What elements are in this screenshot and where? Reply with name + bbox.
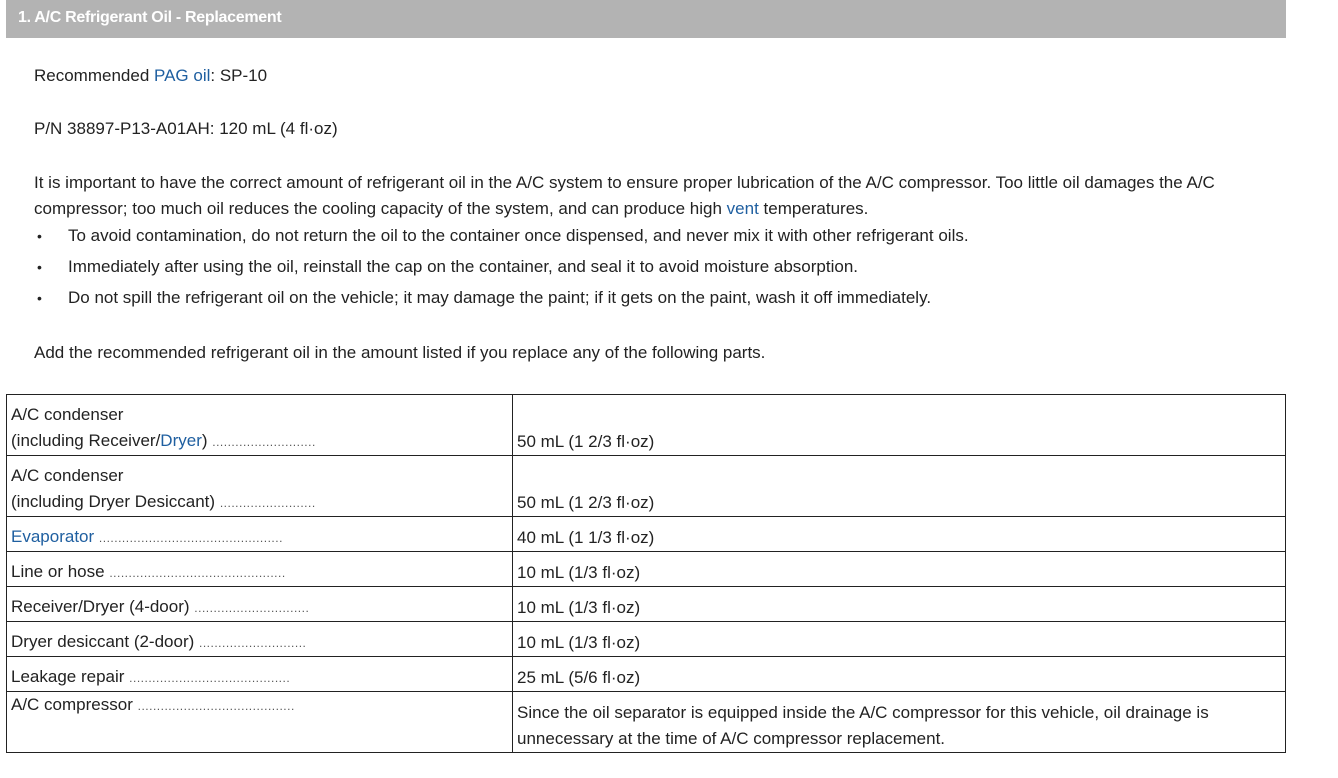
oil-amount-table — [6, 394, 1286, 753]
list-item-text: Immediately after using the oil, reinstall the cap on the container, and seal it to avoid moisture absorption. — [68, 257, 859, 276]
leader-dots: ......................................... — [137, 699, 295, 713]
amount-value: 10 mL (1/3 fl·oz) — [517, 633, 641, 652]
part-cell — [7, 517, 513, 552]
amount-note: Since the oil separator is equipped inside the A/C compressor for this vehicle, oil drainage is — [517, 703, 1209, 722]
table-row — [7, 622, 1286, 657]
part-name: Leakage repair — [11, 667, 125, 686]
amount-cell — [513, 587, 1286, 622]
leader-dots: .............................................. — [109, 566, 286, 580]
pag-oil-link[interactable]: PAG oil — [154, 66, 211, 85]
importance-text: It is important to have the correct amount of refrigerant oil in the A/C system to ensure proper lubrication of the A/C compressor. Too little oil damages the A/C compressor; too much oil reduces the cooling capacity of the system, and can produce high — [34, 173, 1215, 218]
part-name: Receiver/Dryer (4-door) — [11, 597, 190, 616]
amount-cell — [513, 517, 1286, 552]
part-name-detail: (including Receiver/ — [11, 431, 161, 450]
leader-dots: ........................... — [212, 435, 316, 449]
amount-cell — [513, 456, 1286, 517]
vent-link[interactable]: vent — [726, 199, 759, 218]
evaporator-link[interactable]: Evaporator — [11, 527, 95, 546]
amount-value: 10 mL (1/3 fl·oz) — [517, 563, 641, 582]
amount-cell — [513, 395, 1286, 456]
table-row — [7, 395, 1286, 456]
recommended-prefix: Recommended — [34, 66, 155, 85]
part-name: Line or hose — [11, 562, 105, 581]
part-name: A/C condenser — [11, 405, 124, 424]
bullet-icon: • — [37, 290, 42, 306]
leader-dots: .......................................... — [129, 671, 291, 685]
importance-text-end: temperatures. — [758, 199, 869, 218]
table-row — [7, 456, 1286, 517]
part-cell — [7, 552, 513, 587]
amount-value: 10 mL (1/3 fl·oz) — [517, 598, 641, 617]
part-cell — [7, 692, 513, 753]
amount-cell — [513, 657, 1286, 692]
amount-value: 50 mL (1 2/3 fl·oz) — [517, 432, 655, 451]
bullet-icon: • — [37, 259, 42, 275]
leader-dots: ................................................ — [98, 531, 283, 545]
part-name: A/C condenser — [11, 466, 124, 485]
list-item — [34, 223, 969, 254]
list-item-text: To avoid contamination, do not return the oil to the container once dispensed, and never mix it with other refrigerant oils. — [68, 226, 969, 245]
part-name-detail: (including Dryer Desiccant) — [11, 492, 216, 511]
amount-value: 50 mL (1 2/3 fl·oz) — [517, 493, 655, 512]
part-cell — [7, 657, 513, 692]
recommended-suffix: : SP-10 — [210, 66, 268, 85]
amount-value: 40 mL (1 1/3 fl·oz) — [517, 528, 655, 547]
part-name: A/C compressor — [11, 695, 133, 714]
amount-cell — [513, 552, 1286, 587]
table-row — [7, 517, 1286, 552]
list-item — [34, 254, 969, 285]
table-row — [7, 692, 1286, 753]
dryer-link[interactable]: Dryer — [160, 431, 202, 450]
add-oil-note: Add the recommended refrigerant oil in the amount listed if you replace any of the following parts. — [34, 343, 766, 362]
amount-cell — [513, 692, 1286, 753]
amount-note-end: unnecessary at the time of A/C compressor replacement. — [517, 729, 946, 748]
list-item-text: Do not spill the refrigerant oil on the vehicle; it may damage the paint; if it gets on the paint, wash it off immediately. — [68, 288, 932, 307]
precautions-list — [34, 223, 969, 316]
part-name-detail-end: ) — [201, 431, 208, 450]
part-cell — [7, 456, 513, 517]
part-cell — [7, 622, 513, 657]
list-item — [34, 285, 969, 316]
amount-cell — [513, 622, 1286, 657]
section-header — [6, 0, 1286, 38]
part-number: P/N 38897-P13-A01AH: 120 mL (4 fl·oz) — [34, 119, 338, 138]
bullet-icon: • — [37, 228, 42, 244]
section-title: 1. A/C Refrigerant Oil - Replacement — [18, 9, 282, 26]
amount-value: 25 mL (5/6 fl·oz) — [517, 668, 641, 687]
leader-dots: .............................. — [194, 601, 310, 615]
importance-paragraph — [34, 170, 1284, 222]
recommended-oil — [34, 66, 267, 86]
table-row — [7, 657, 1286, 692]
table-row — [7, 587, 1286, 622]
table-row — [7, 552, 1286, 587]
leader-dots: ......................... — [219, 496, 316, 510]
part-cell — [7, 395, 513, 456]
part-name: Dryer desiccant (2-door) — [11, 632, 195, 651]
part-cell — [7, 587, 513, 622]
leader-dots: ............................ — [199, 636, 307, 650]
